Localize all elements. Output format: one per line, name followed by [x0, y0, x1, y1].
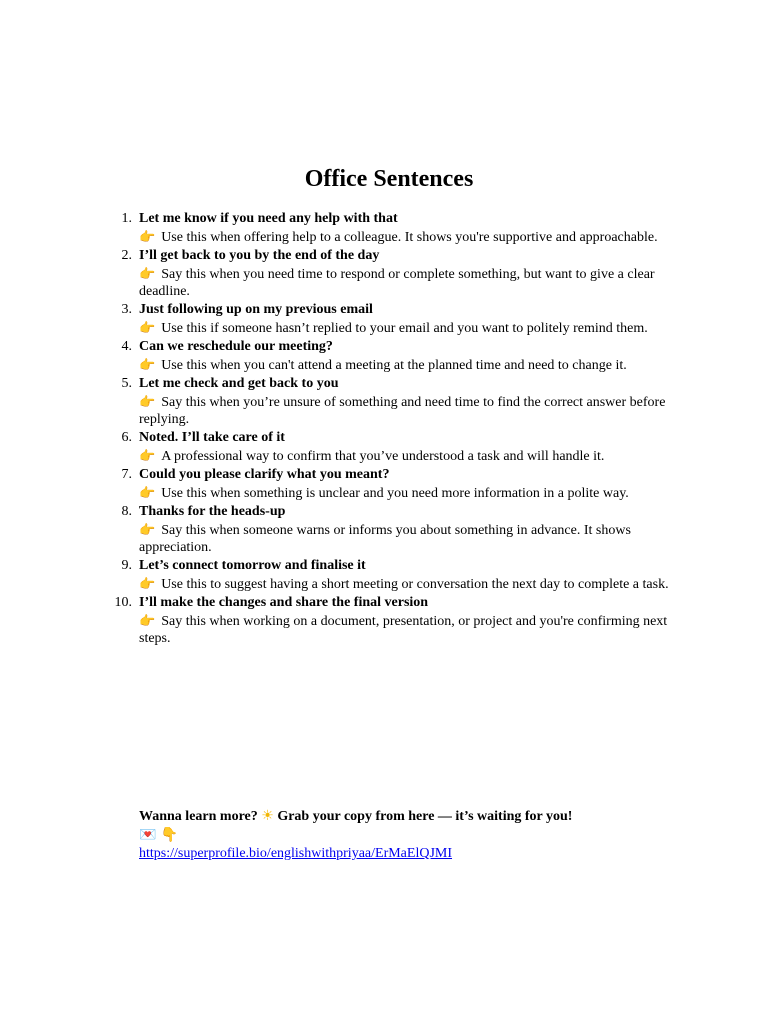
pointing-right-hand-icon: 👉: [139, 358, 156, 373]
item-phrase: I’ll make the changes and share the final version: [139, 595, 429, 610]
pointing-right-hand-icon: 👉: [139, 267, 156, 282]
emoji-row: [139, 827, 699, 844]
item-description-row: [139, 574, 673, 593]
list-item: [108, 557, 673, 593]
pointing-right-hand-icon: 👉: [139, 577, 156, 592]
pointing-right-hand-icon: 👉: [139, 321, 156, 336]
item-number: 4.: [121, 339, 132, 354]
page-title: Office Sentences: [304, 166, 474, 192]
item-phrase: Let me check and get back to you: [139, 376, 339, 391]
list-item: [108, 210, 673, 246]
item-description: Use this when something is unclear and you need more information in a polite way.: [161, 486, 629, 501]
call-to-action: [139, 808, 699, 862]
item-description-row: [139, 483, 673, 502]
item-number: 8.: [121, 504, 132, 519]
item-phrase: Just following up on my previous email: [139, 302, 373, 317]
pointing-right-hand-icon: 👉: [139, 230, 156, 245]
item-number: 10.: [114, 595, 132, 610]
item-number: 1.: [121, 211, 132, 226]
item-number: 2.: [121, 248, 132, 263]
item-description-row: [139, 392, 673, 428]
list-item: [108, 338, 673, 374]
pointing-down-hand-icon: 👇: [160, 827, 179, 843]
item-phrase: Could you please clarify what you meant?: [139, 467, 390, 482]
profile-link[interactable]: https://superprofile.bio/englishwithpriyaa/ErMaElQJMI: [139, 846, 453, 861]
pointing-right-hand-icon: 👉: [139, 614, 156, 629]
item-description: Say this when you need time to respond or complete something, but want to give a clear deadline.: [139, 267, 655, 299]
item-phrase: Let me know if you need any help with that: [139, 211, 398, 226]
item-number: 7.: [121, 467, 132, 482]
item-number: 6.: [121, 430, 132, 445]
item-description: A professional way to confirm that you’ve understood a task and will handle it.: [161, 449, 605, 464]
item-phrase: Thanks for the heads-up: [139, 504, 286, 519]
list-item: [108, 594, 673, 647]
item-description: Use this if someone hasn’t replied to your email and you want to politely remind them.: [161, 321, 648, 336]
list-item: [108, 503, 673, 556]
item-number: 5.: [121, 376, 132, 391]
cta-text-after: Grab your copy from here — it’s waiting for you!: [277, 809, 573, 824]
list-item: [108, 247, 673, 300]
list-item: [108, 466, 673, 502]
item-description: Say this when working on a document, presentation, or project and you're confirming next steps.: [139, 614, 668, 646]
item-description: Say this when you’re unsure of something and need time to find the correct answer before replying.: [139, 395, 666, 427]
item-phrase: Can we reschedule our meeting?: [139, 339, 333, 354]
sentence-list: [108, 210, 673, 648]
item-description-row: [139, 520, 673, 556]
heart-letter-icon: 💌: [139, 827, 157, 843]
list-item: [108, 301, 673, 337]
item-description-row: [139, 446, 673, 465]
item-phrase: Noted. I’ll take care of it: [139, 430, 285, 445]
sun-icon: ☀: [261, 808, 274, 824]
pointing-right-hand-icon: 👉: [139, 523, 156, 538]
item-description: Use this to suggest having a short meeting or conversation the next day to complete a task.: [161, 577, 669, 592]
item-number: 9.: [121, 558, 132, 573]
item-description: Say this when someone warns or informs you about something in advance. It shows appreciation.: [139, 523, 631, 555]
item-description-row: [139, 264, 673, 300]
cta-text-before: Wanna learn more?: [139, 809, 258, 824]
pointing-right-hand-icon: 👉: [139, 486, 156, 501]
item-description-row: [139, 355, 673, 374]
list-item: [108, 429, 673, 465]
item-description: Use this when you can't attend a meeting at the planned time and need to change it.: [161, 358, 627, 373]
item-description-row: [139, 611, 673, 647]
item-number: 3.: [121, 302, 132, 317]
pointing-right-hand-icon: 👉: [139, 449, 156, 464]
list-item: [108, 375, 673, 428]
item-description-row: [139, 318, 673, 337]
item-description: Use this when offering help to a colleague. It shows you're supportive and approachable.: [161, 230, 658, 245]
pointing-right-hand-icon: 👉: [139, 395, 156, 410]
item-description-row: [139, 227, 673, 246]
item-phrase: Let’s connect tomorrow and finalise it: [139, 558, 366, 573]
item-phrase: I’ll get back to you by the end of the day: [139, 248, 380, 263]
